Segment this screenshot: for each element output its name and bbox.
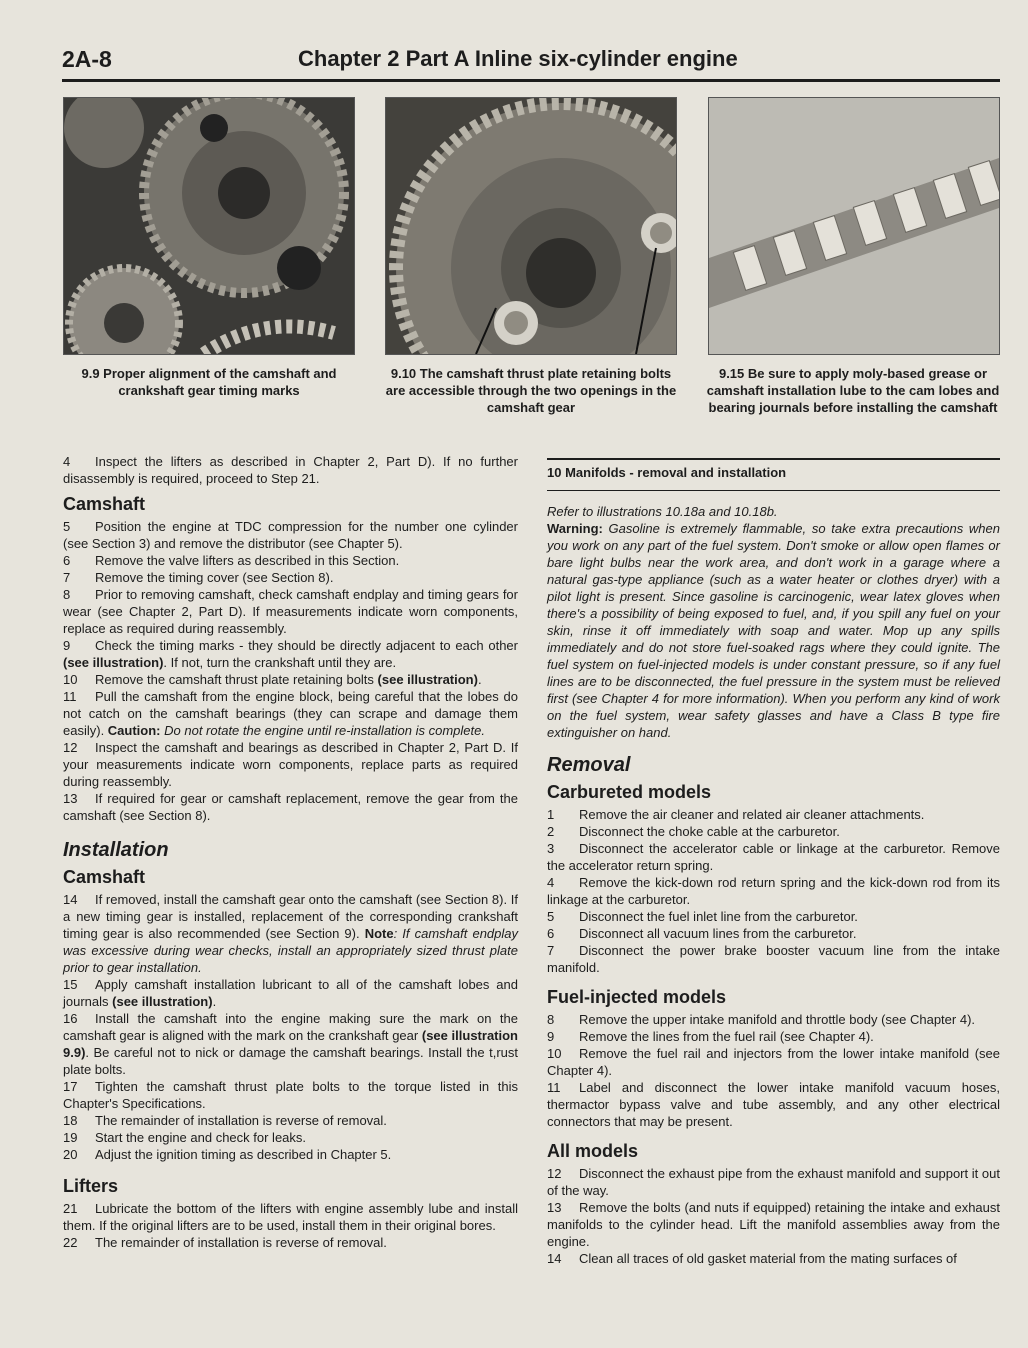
rstep-14: 14 Clean all traces of old gasket material from the mating surfaces of [547, 1251, 957, 1266]
heading-fuel-injected: Fuel-injected models [547, 987, 727, 1007]
rstep-4: 4 Remove the kick-down rod return spring and the kick-down rod from its linkage at the carburetor. [547, 875, 1000, 907]
step-19: 19 Start the engine and check for leaks. [63, 1130, 307, 1145]
step-21: 21 Lubricate the bottom of the lifters with engine assembly lube and install them. If the original lifters are to be used, install them in their original bores. [63, 1201, 518, 1233]
photo-camshaft-gear [385, 97, 677, 355]
heading-removal: Removal [547, 754, 631, 776]
step-4: 4 Inspect the lifters as described in Chapter 2, Part D). If no further disassembly is required, proceed to Step 21. [63, 454, 518, 486]
step-22: 22 The remainder of installation is reverse of removal. [63, 1235, 387, 1250]
step-5: 5 Position the engine at TDC compression for the number one cylinder (see Section 3) and remove the distributor (see Chapter 5). [63, 519, 518, 551]
page-number: 2A-8 [62, 46, 112, 72]
timing-gears-image [64, 98, 354, 354]
right-column [547, 458, 1000, 1267]
rstep-7: 7 Disconnect the power brake booster vacuum line from the intake manifold. [547, 943, 1000, 975]
chapter-title: Chapter 2 Part A Inline six-cylinder engine [298, 46, 738, 71]
camshaft-lube-image [709, 98, 999, 354]
rstep-1: 1 Remove the air cleaner and related air cleaner attachments. [547, 807, 925, 822]
step-14: 14 If removed, install the camshaft gear onto the camshaft (see Section 8). If a new timing gear is installed, replacement of the corresponding crankshaft timing gear is also recommended (see Section 9). Note: If camshaft endplay was excessive during wear checks, install an appropriately sized thrust plate prior to gear installation. [63, 892, 519, 975]
heading-all-models: All models [547, 1141, 639, 1161]
photo-timing-gears [63, 97, 355, 355]
heading-installation: Installation [63, 839, 169, 861]
rstep-8: 8 Remove the upper intake manifold and throttle body (see Chapter 4). [547, 1012, 976, 1027]
page-header [62, 44, 1000, 76]
step-9: 9 Check the timing marks - they should be directly adjacent to each other (see illustration). If not, turn the crankshaft until they are. [63, 638, 518, 670]
step-12: 12 Inspect the camshaft and bearings as described in Chapter 2, Part D. If your measurements indicate worn components, replace parts as required during reassembly. [63, 740, 518, 789]
step-17: 17 Tighten the camshaft thrust plate bolts to the torque listed in this Chapter's Specifications. [63, 1079, 518, 1111]
rstep-3: 3 Disconnect the accelerator cable or linkage at the carburetor. Remove the accelerator return spring. [547, 841, 1000, 873]
rstep-10: 10 Remove the fuel rail and injectors from the lower intake manifold (see Chapter 4). [547, 1046, 1000, 1078]
warning-paragraph: Warning: Gasoline is extremely flammable, so take extra precautions when you work on any part of the fuel system. Don't smoke or allow open flames or bare light bulbs near the work area, and don't work in a garage where a natural gas-type appliance (such as a water heater or clothes dryer) with a pilot light is present. Since gasoline is carcinogenic, wear latex gloves when there's a possibility of being exposed to fuel, and, if you spill any fuel on your skin, rinse it off immediately with soap and water. Mop up any spills immediately and do not store fuel-soaked rags where they could ignite. The fuel system on fuel-injected models is under constant pressure, so if any fuel lines are to be disconnected, the fuel pressure in the system must be relieved first (see Chapter 4 for more information). When you perform any kind of work on the fuel system, wear safety glasses and have a Class B type fire extinguisher on hand. [547, 521, 1000, 740]
caption-9-10: 9.10 The camshaft thrust plate retaining bolts are accessible through the two openings in the camshaft gear [385, 366, 677, 415]
rstep-11: 11 Label and disconnect the lower intake manifold vacuum hoses, thermactor bypass valve and tube assembly, and any other electrical connectors that may be present. [547, 1080, 1000, 1129]
step-16: 16 Install the camshaft into the engine making sure the mark on the camshaft gear is aligned with the mark on the crankshaft gear (see illustration 9.9). Be careful not to nick or damage the camshaft bearings. Install the t,rust plate bolts. [63, 1011, 518, 1077]
rstep-9: 9 Remove the lines from the fuel rail (see Chapter 4). [547, 1029, 874, 1044]
step-20: 20 Adjust the ignition timing as described in Chapter 5. [63, 1147, 392, 1162]
heading-camshaft: Camshaft [63, 494, 146, 514]
section-10-title: 10 Manifolds - removal and installation [547, 458, 1000, 491]
heading-camshaft-install: Camshaft [63, 867, 146, 887]
heading-carbureted: Carbureted models [547, 782, 712, 802]
rstep-2: 2 Disconnect the choke cable at the carburetor. [547, 824, 840, 839]
caption-9-9: 9.9 Proper alignment of the camshaft and crankshaft gear timing marks [81, 366, 337, 398]
heading-lifters: Lifters [63, 1176, 119, 1196]
camshaft-gear-image [386, 98, 676, 354]
refer-illustrations: Refer to illustrations 10.18a and 10.18b. [547, 504, 778, 519]
step-7: 7 Remove the timing cover (see Section 8). [63, 570, 334, 585]
step-10: 10 Remove the camshaft thrust plate retaining bolts (see illustration). [63, 672, 482, 687]
step-15: 15 Apply camshaft installation lubricant to all of the camshaft lobes and journals (see illustration). [63, 977, 518, 1009]
step-11: 11 Pull the camshaft from the engine block, being careful that the lobes do not catch on the camshaft bearings (they can scrape and damage them easily). Caution: Do not rotate the engine until re-installation is complete. [63, 689, 518, 738]
rstep-12: 12 Disconnect the exhaust pipe from the exhaust manifold and support it out of the way. [547, 1166, 1000, 1198]
step-8: 8 Prior to removing camshaft, check camshaft endplay and timing gears for wear (see Chapter 2, Part D). If measurements indicate worn components, replace as required during reassembly. [63, 587, 518, 636]
step-13: 13 If required for gear or camshaft replacement, remove the gear from the camshaft (see Section 8). [63, 791, 518, 823]
caption-9-15: 9.15 Be sure to apply moly-based grease or camshaft installation lube to the cam lobes and bearing journals before installing the camshaft [706, 366, 1000, 415]
step-6: 6 Remove the valve lifters as described in this Section. [63, 553, 400, 568]
rstep-6: 6 Disconnect all vacuum lines from the carburetor. [547, 926, 857, 941]
rstep-5: 5 Disconnect the fuel inlet line from the carburetor. [547, 909, 858, 924]
left-column [63, 453, 518, 1251]
photo-camshaft-lube [708, 97, 1000, 355]
header-rule [62, 79, 1000, 82]
rstep-13: 13 Remove the bolts (and nuts if equipped) retaining the intake and exhaust manifolds to the cylinder head. Lift the manifold assemblies away from the engine. [547, 1200, 1000, 1249]
step-18: 18 The remainder of installation is reverse of removal. [63, 1113, 387, 1128]
